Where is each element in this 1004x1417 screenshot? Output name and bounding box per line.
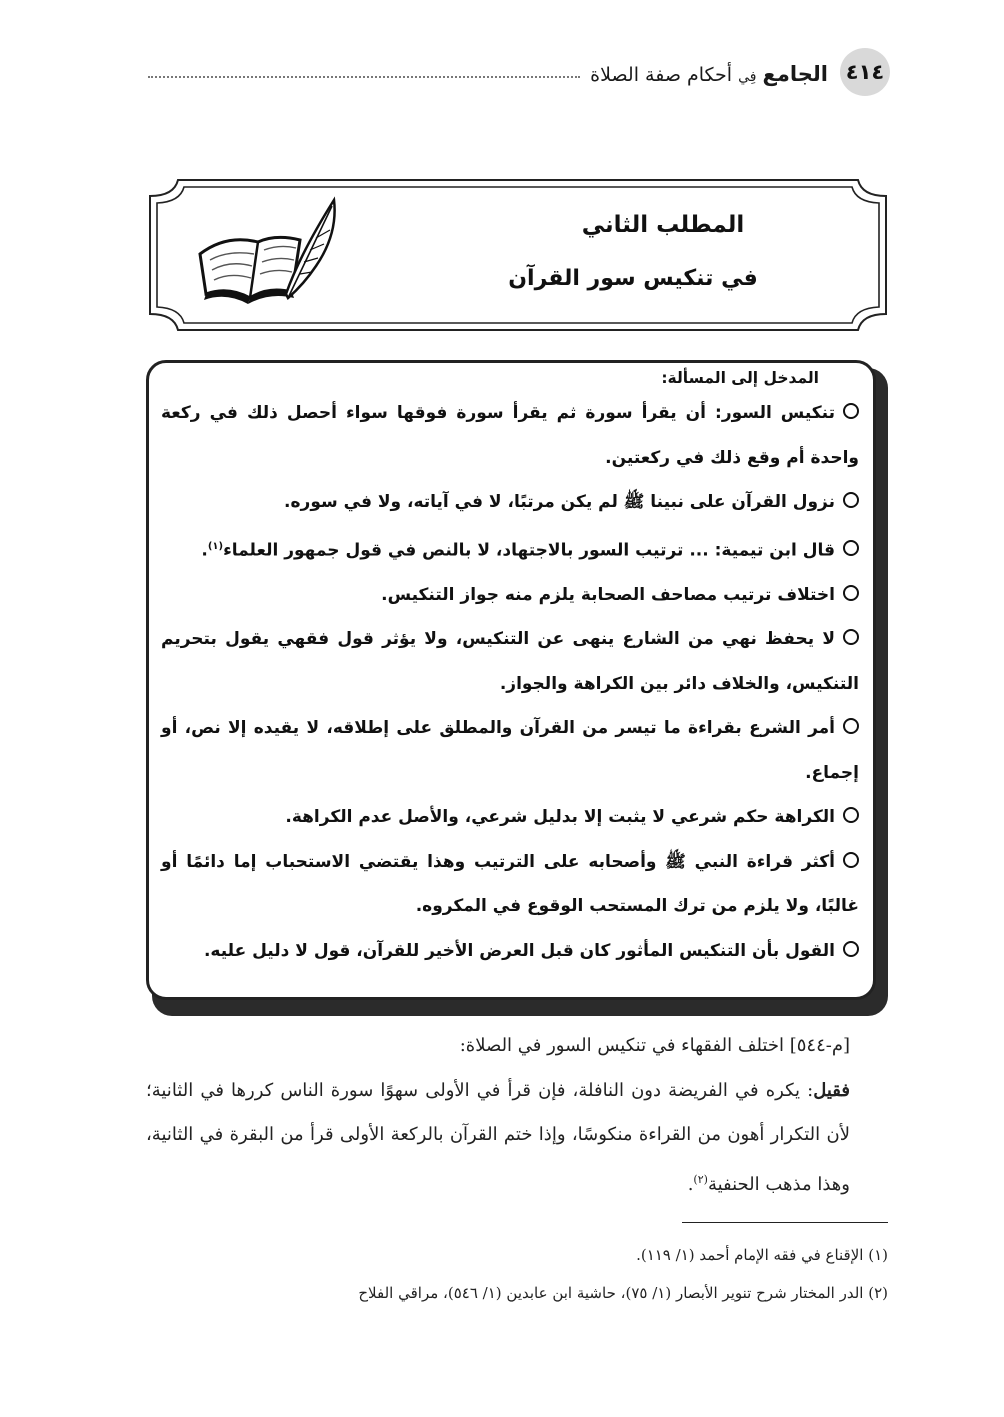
- section-title-frame: [148, 178, 888, 332]
- circle-bullet-icon: [843, 629, 859, 645]
- intro-point: [161, 929, 859, 974]
- book-title-main: الجامع: [762, 62, 828, 86]
- intro-point: [161, 391, 859, 480]
- intro-point-text: الكراهة حكم شرعي لا يثبت إلا بدليل شرعي، والأصل عدم الكراهة.: [285, 807, 835, 828]
- para-text: : يكره في الفريضة دون النافلة، فإن قرأ في الأولى سهوًا سورة الناس كررها في الثانية؛ لأن التكرار أهون من القراءة منكوسًا، وإذا ختم القرآن بالركعة الأولى قرأ من البقرة في الثانية، وهذا مذهب الحنفية: [146, 1079, 850, 1195]
- header-title-line: [148, 62, 828, 86]
- footnote-ref-2[interactable]: (٢): [693, 1172, 708, 1186]
- footnote-2: (٢) الدر المختار شرح تنوير الأبصار (١/ ٧٥)، حاشية ابن عابدين (١/ ٥٤٦)، مراقي الفلاح: [358, 1284, 888, 1302]
- circle-bullet-icon: [843, 492, 859, 508]
- issue-line: [م-٥٤٤] اختلف الفقهاء في تنكيس السور في الصلاة:: [459, 1035, 850, 1056]
- book-title: [590, 62, 828, 86]
- circle-bullet-icon: [843, 718, 859, 734]
- intro-point: [161, 573, 859, 618]
- body-paragraph: فقيل: يكره في الفريضة دون النافلة، فإن قرأ في الأولى سهوًا سورة الناس كررها في الثانية؛ لأن التكرار أهون من القراءة منكوسًا، وإذا ختم القرآن بالركعة الأولى قرأ من البقرة في الثانية، وهذا مذهب الحنفية$^{(٢)}$.: [146, 1079, 850, 1195]
- intro-point: قال ابن تيمية: ... ترتيب السور بالاجتهاد، لا بالنص في قول جمهور العلماء$^{(١)}$.: [161, 525, 859, 573]
- circle-bullet-icon: [843, 585, 859, 601]
- intro-point: [161, 480, 859, 525]
- intro-point: [161, 617, 859, 706]
- section-title: المطلب الثاني: [581, 212, 745, 238]
- circle-bullet-icon: [843, 807, 859, 823]
- circle-bullet-icon: [843, 540, 859, 556]
- section-subtitle: في تنكيس سور القرآن: [508, 266, 758, 291]
- intro-point-text: نزول القرآن على نبينا ﷺ لم يكن مرتبًا، لا في آياته، ولا في سوره.: [284, 492, 835, 512]
- intro-point-text: أمر الشرع بقراءة ما تيسر من القرآن والمطلق على إطلاقه، لا يقيده إلا نص، أو إجماع.: [161, 718, 859, 783]
- intro-point-text: أكثر قراءة النبي ﷺ وأصحابه على الترتيب وهذا يقتضي الاستحباب إما دائمًا أو غالبًا، ولا يلزم من ترك المستحب الوقوع في المكروه.: [161, 851, 859, 917]
- intro-point: [161, 840, 859, 929]
- footnote-ref-1[interactable]: (١): [207, 540, 224, 552]
- intro-point-text: القول بأن التنكيس المأثور كان قبل العرض الأخير للقرآن، قول لا دليل عليه.: [203, 940, 835, 961]
- intro-point-text: تنكيس السور: أن يقرأ سورة ثم يقرأ سورة فوقها سواء أحصل ذلك في ركعة واحدة أم وقع ذلك في ركعتين.: [161, 403, 859, 468]
- intro-box: [146, 360, 876, 1000]
- body-text: [146, 1024, 886, 1207]
- circle-bullet-icon: [843, 403, 859, 419]
- book-and-quill-icon: [196, 194, 346, 306]
- circle-bullet-icon: [843, 941, 859, 957]
- footnotes: [146, 1236, 888, 1312]
- book-title-rest: أحكام صفة الصلاة: [590, 64, 733, 86]
- running-header: [148, 48, 890, 96]
- intro-point: [161, 706, 859, 795]
- circle-bullet-icon: [843, 852, 859, 868]
- book-title-fi: فِي: [738, 69, 757, 85]
- intro-point-text: قال ابن تيمية: ... ترتيب السور بالاجتهاد، لا بالنص في قول جمهور العلماء: [223, 540, 835, 561]
- footnote-1: (١) الإقناع في فقه الإمام أحمد (١/ ١١٩).: [636, 1246, 888, 1264]
- header-dots-left: [148, 76, 580, 78]
- para-lead: فقيل: [813, 1079, 850, 1101]
- intro-point: [161, 795, 859, 840]
- page-number: ٤١٤: [840, 48, 890, 96]
- intro-point-text: لا يحفظ نهي من الشارع ينهى عن التنكيس، ولا يؤثر قول فقهي يقول بتحريم التنكيس، والخلاف دائر بين الكراهة والجواز.: [161, 629, 859, 694]
- footnote-separator: [682, 1222, 888, 1223]
- intro-box-label: المدخل إلى المسألة:: [661, 369, 819, 387]
- intro-point-text: اختلاف ترتيب مصاحف الصحابة يلزم منه جواز التنكيس.: [381, 584, 835, 605]
